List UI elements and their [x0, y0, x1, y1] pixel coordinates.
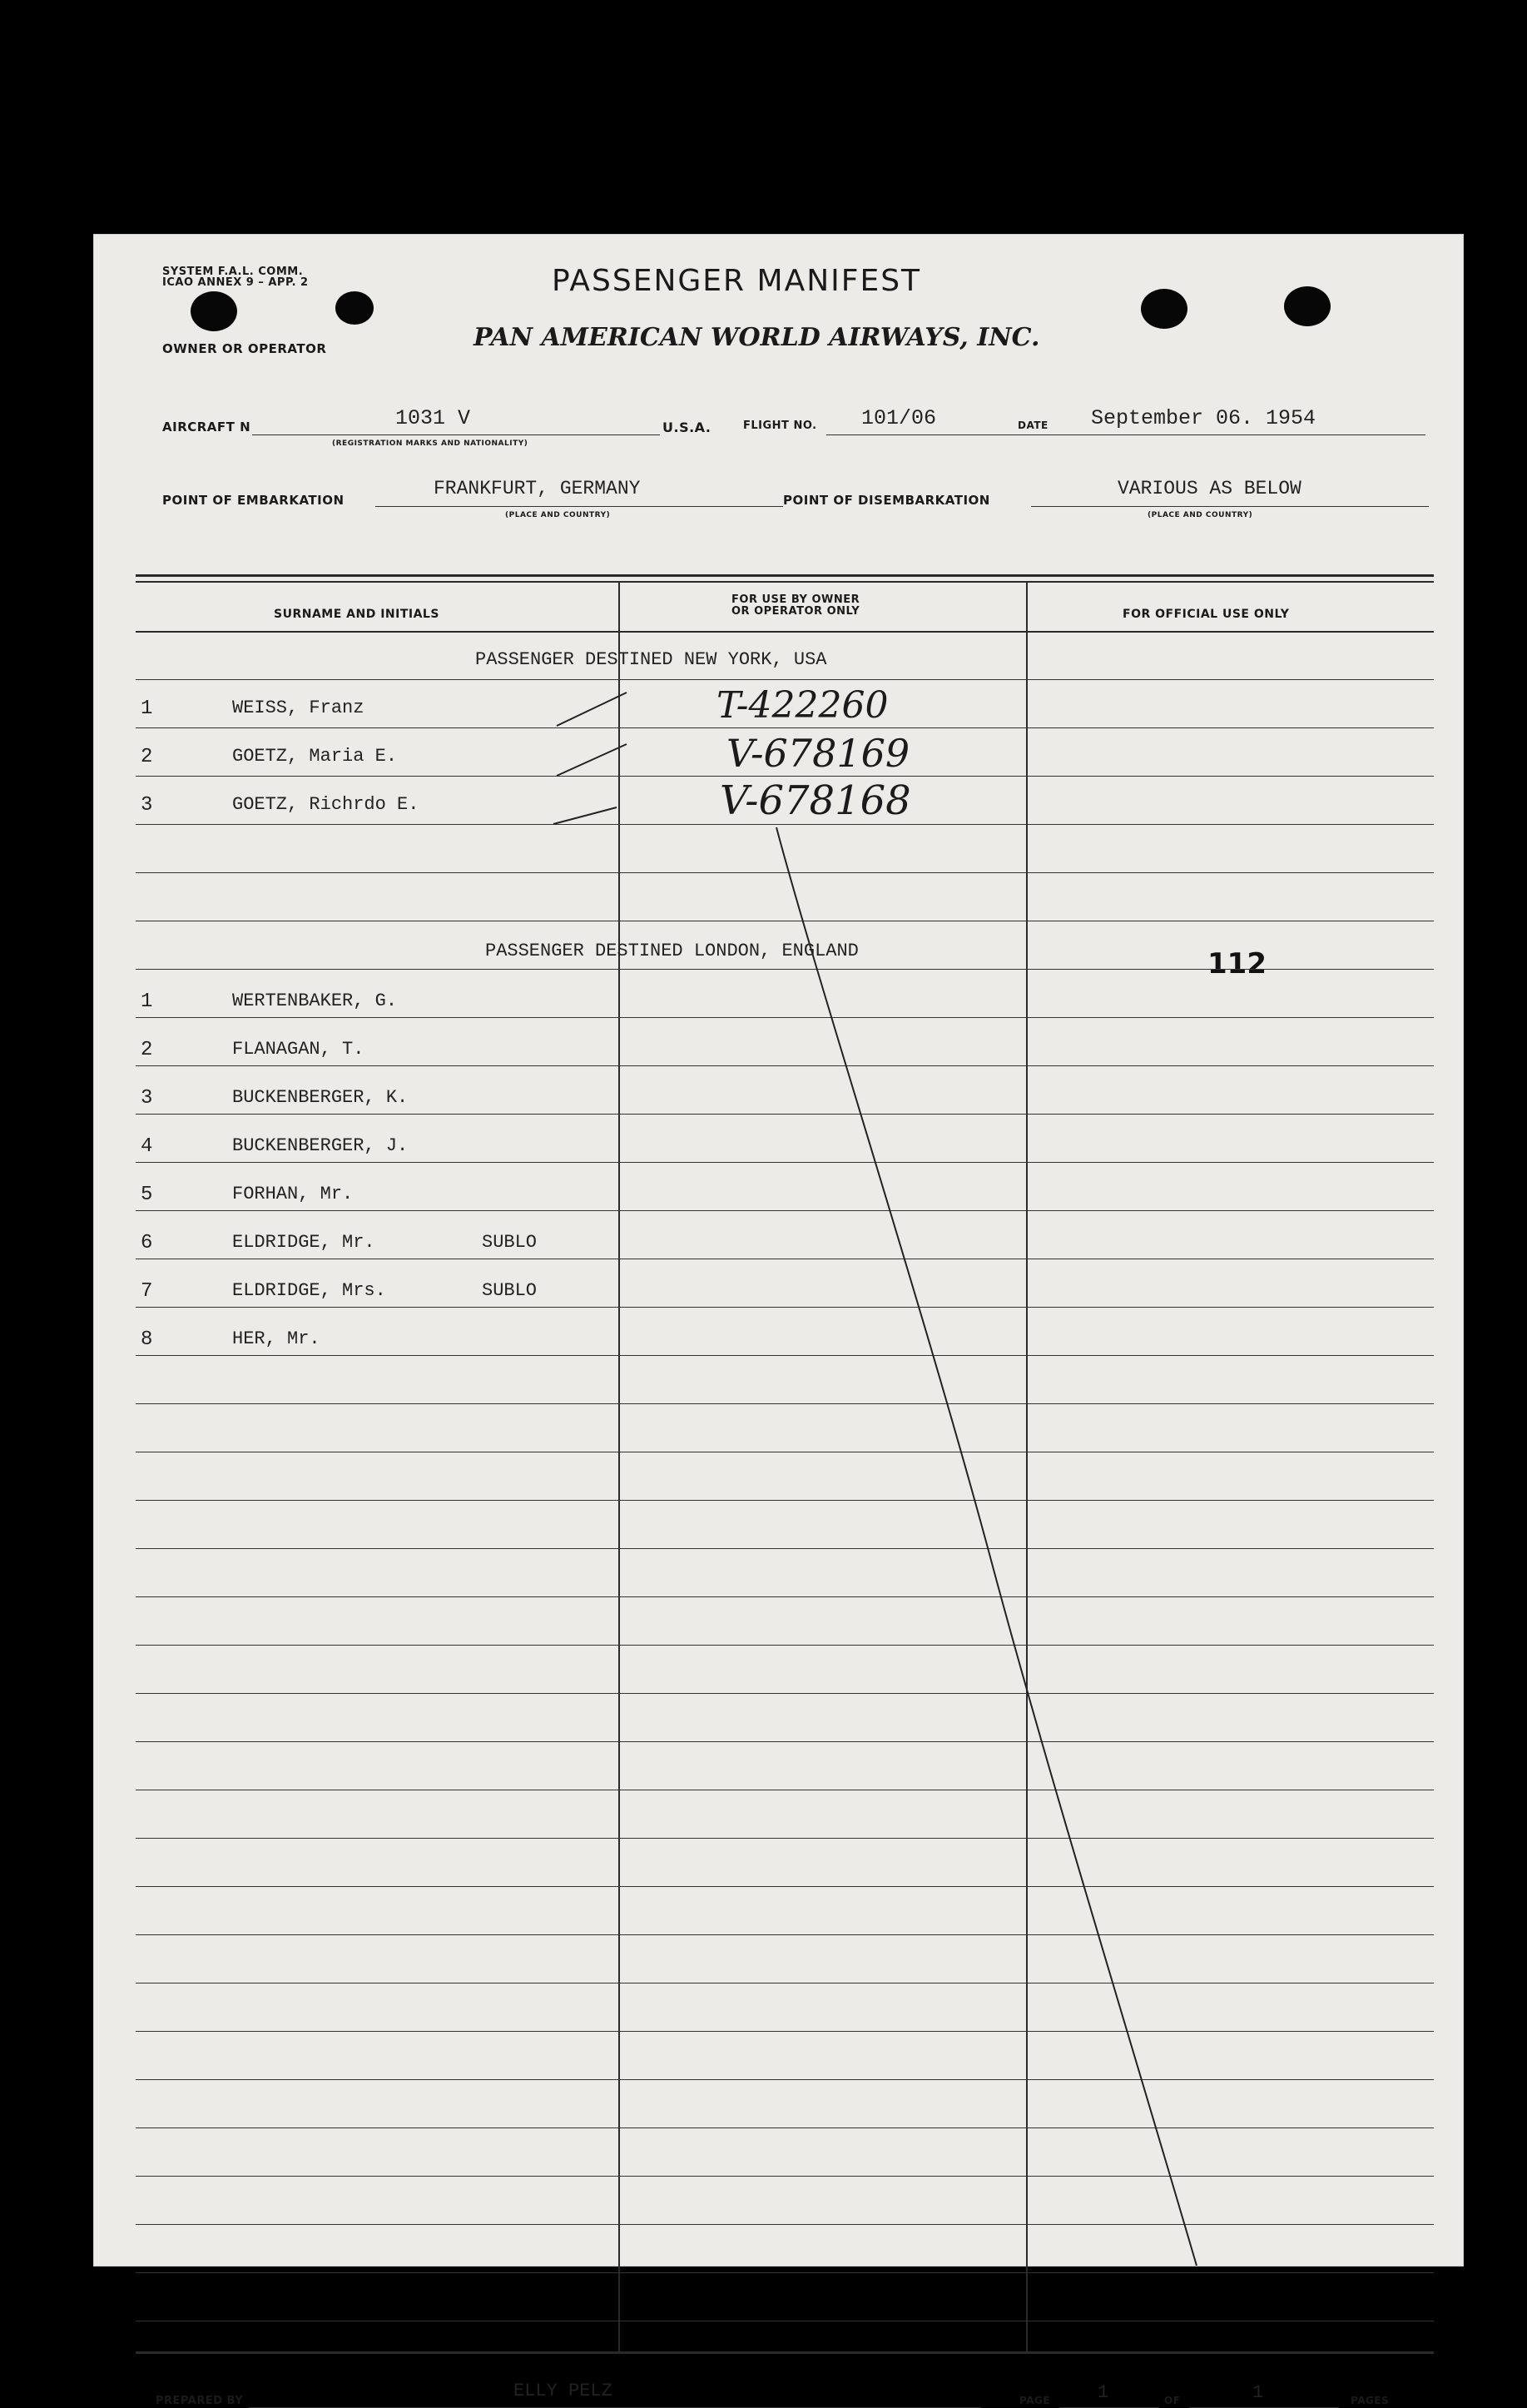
date-label: DATE: [1018, 420, 1049, 431]
disembark-value: VARIOUS AS BELOW: [1118, 478, 1301, 499]
of-value: 1: [1252, 2382, 1264, 2403]
disembark-label: POINT OF DISEMBARKATION: [783, 493, 990, 508]
usa-label: U.S.A.: [662, 420, 711, 435]
passenger-name: WERTENBAKER, G.: [232, 991, 398, 1011]
row-number: 8: [141, 1328, 153, 1351]
embark-value: FRANKFURT, GERMANY: [434, 478, 641, 499]
passenger-note: SUBLO: [482, 1280, 538, 1301]
owner-value: PAN AMERICAN WORLD AIRWAYS, INC.: [473, 323, 1040, 352]
row-number: 5: [141, 1184, 153, 1206]
flight-label: FLIGHT NO.: [743, 420, 817, 432]
group1-heading: PASSENGER DESTINED NEW YORK, USA: [475, 649, 827, 670]
col-official: FOR OFFICIAL USE ONLY: [1123, 608, 1290, 621]
visa-number: V-678169: [726, 731, 910, 776]
group2-heading: PASSENGER DESTINED LONDON, ENGLAND: [485, 941, 859, 961]
flight-value: 101/06: [861, 406, 937, 430]
prepared-value: ELLY PELZ: [513, 2381, 612, 2401]
visa-number: V-678168: [720, 777, 911, 824]
passenger-name: FORHAN, Mr.: [232, 1184, 354, 1204]
aircraft-value: 1031 V: [395, 406, 471, 430]
passenger-name: WEISS, Franz: [232, 698, 364, 718]
owner-label: OWNER OR OPERATOR: [162, 341, 327, 356]
system-note-line-1: SYSTEM F.A.L. COMM.: [162, 266, 304, 278]
passenger-name: HER, Mr.: [232, 1328, 320, 1349]
check-mark: [557, 744, 627, 776]
passenger-name: GOETZ, Maria E.: [232, 746, 398, 767]
ruled-line: [136, 2272, 1434, 2273]
row-number: 7: [141, 1280, 153, 1303]
passenger-name: FLANAGAN, T.: [232, 1039, 364, 1060]
row-number: 4: [141, 1135, 153, 1158]
visa-number: T-422260: [716, 684, 889, 727]
row-number: 3: [141, 794, 153, 817]
page-value: 1: [1098, 2382, 1109, 2403]
passenger-name: BUCKENBERGER, K.: [232, 1087, 409, 1108]
official-stamp: 112: [1207, 947, 1267, 981]
row-number: 6: [141, 1232, 153, 1254]
col-owner-use-line-2: OR OPERATOR ONLY: [731, 605, 860, 618]
row-number: 3: [141, 1087, 153, 1110]
aircraft-label: AIRCRAFT N: [162, 420, 251, 434]
of-label: OF: [1164, 2395, 1181, 2406]
embark-label: POINT OF EMBARKATION: [162, 493, 345, 508]
page-label: PAGE: [1019, 2395, 1051, 2406]
row-number: 2: [141, 746, 153, 768]
disembark-caption: (PLACE AND COUNTRY): [1148, 511, 1253, 519]
row-number: 1: [141, 991, 153, 1013]
aircraft-caption: (REGISTRATION MARKS AND NATIONALITY): [332, 439, 528, 448]
check-mark: [557, 693, 627, 726]
system-note-line-2: ICAO ANNEX 9 – APP. 2: [162, 276, 309, 289]
col-owner-use-line-1: FOR USE BY OWNER: [731, 593, 860, 606]
pages-label: PAGES: [1351, 2395, 1390, 2406]
passenger-name: ELDRIDGE, Mrs.: [232, 1280, 386, 1301]
manifest-sheet: [93, 234, 1464, 2407]
prepared-label: PREPARED BY: [156, 2395, 244, 2407]
table-bottom-rule: [136, 2351, 1434, 2354]
diagonal-stroke: [776, 827, 1197, 2266]
date-value: September 06. 1954: [1091, 406, 1316, 430]
passenger-note: SUBLO: [482, 1232, 538, 1253]
col-surname: SURNAME AND INITIALS: [274, 608, 439, 621]
passenger-name: ELDRIDGE, Mr.: [232, 1232, 375, 1253]
embark-caption: (PLACE AND COUNTRY): [505, 511, 611, 519]
pen-marks: [94, 235, 1463, 2266]
passenger-name: BUCKENBERGER, J.: [232, 1135, 409, 1156]
page-title: PASSENGER MANIFEST: [552, 264, 922, 298]
check-mark: [553, 807, 617, 824]
passenger-name: GOETZ, Richrdo E.: [232, 794, 419, 815]
row-number: 2: [141, 1039, 153, 1061]
row-number: 1: [141, 698, 153, 720]
